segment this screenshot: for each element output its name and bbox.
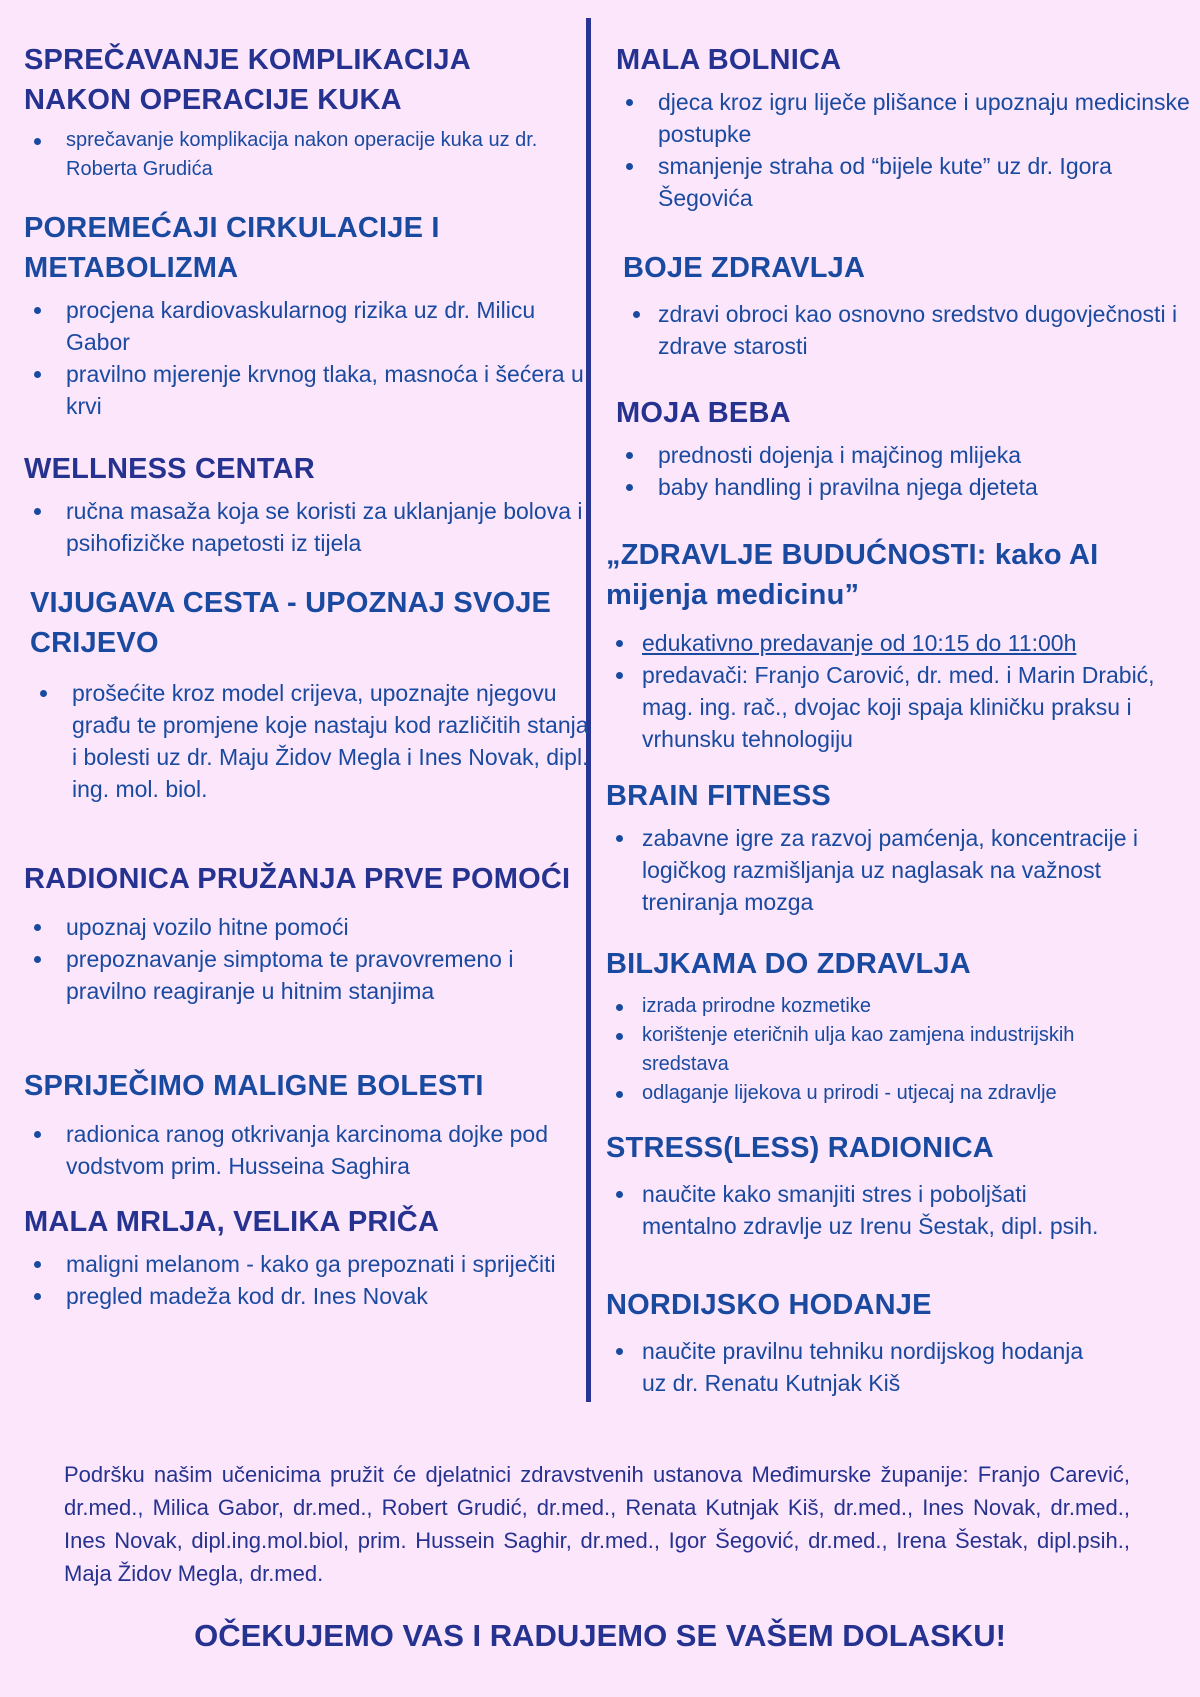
section-title: SPRIJEČIMO MALIGNE BOLESTI (24, 1070, 484, 1102)
list-item: zabavne igre za razvoj pamćenja, koncentracije i logičkog razmišljanja uz naglasak na važnost treniranja mozga (606, 822, 1186, 918)
list-item: smanjenje straha od “bijele kute” uz dr. Igora Šegovića (616, 150, 1196, 214)
list-item: odlaganje lijekova u prirodi - utjecaj na zdravlje (606, 1079, 1186, 1108)
section-title: NORDIJSKO HODANJE (606, 1289, 932, 1321)
section-title: BILJKAMA DO ZDRAVLJA (606, 948, 971, 980)
support-paragraph: Podršku našim učenicima pružit će djelatnici zdravstvenih ustanova Međimurske županije: Franjo Carević, dr.med., Milica Gabor, dr.med., Robert Grudić, dr.med., Renata Kutnjak Kiš, dr.med., Ines Novak, dr.med., Ines Novak, dipl.ing.mol.biol, prim. Hussein Saghir, dr.med., Igor Šegović, dr.med., Irena Šestak, dipl.psih., Maja Židov Megla, dr.med. (64, 1462, 1130, 1586)
list-item: edukativno predavanje od 10:15 do 11:00h (606, 627, 1186, 659)
list-item: upoznaj vozilo hitne pomoći (24, 911, 584, 943)
section-list (24, 126, 584, 184)
list-item: predavači: Franjo Carović, dr. med. i Marin Drabić, mag. ing. rač., dvojac koji spaja kliničku praksu i vrhunsku tehnologiju (606, 659, 1186, 755)
section-title: STRESS(LESS) RADIONICA (606, 1132, 994, 1164)
section-list (606, 992, 1186, 1108)
section-title: BRAIN FITNESS (606, 780, 831, 812)
section-melanoma (24, 1202, 584, 1312)
list-item: naučite pravilnu tehniku nordijskog hodanja uz dr. Renatu Kutnjak Kiš (606, 1335, 1102, 1399)
section-title: SPREČAVANJE KOMPLIKACIJA NAKON OPERACIJE KUKA (24, 44, 470, 116)
section-colors-of-health (623, 248, 1200, 362)
section-title: WELLNESS CENTAR (24, 453, 315, 485)
section-malignant (24, 1066, 584, 1182)
list-item: korištenje eteričnih ulja kao zamjena industrijskih sredstava (606, 1021, 1082, 1079)
list-item: ručna masaža koja se koristi za uklanjanje bolova i psihofizičke napetosti iz tijela (24, 495, 584, 559)
list-item: djeca kroz igru liječe plišance i upoznaju medicinske postupke (616, 86, 1196, 150)
section-title: MALA MRLJA, VELIKA PRIČA (24, 1206, 440, 1238)
section-hip-surgery (24, 40, 584, 184)
section-list (24, 495, 584, 559)
list-item: sprečavanje komplikacija nakon operacije kuka uz dr. Roberta Grudića (24, 126, 584, 184)
list-item: prošećite kroz model crijeva, upoznajte njegovu građu te promjene koje nastaju kod različitih stanja i bolesti uz dr. Maju Židov Megla i Ines Novak, dipl. ing. mol. biol. (30, 677, 590, 805)
section-list (24, 1248, 584, 1312)
section-intestine (30, 583, 590, 805)
section-herbs (606, 944, 1186, 1108)
section-first-aid (24, 859, 584, 1007)
section-nordic-walking (606, 1285, 1186, 1399)
list-item: zdravi obroci kao osnovno sredstvo dugovječnosti i zdrave starosti (623, 298, 1200, 362)
list-item: prednosti dojenja i majčinog mlijeka (616, 439, 1196, 471)
section-list (616, 439, 1196, 503)
section-wellness (24, 449, 584, 559)
section-list (606, 627, 1186, 755)
section-title: VIJUGAVA CESTA - UPOZNAJ SVOJE CRIJEVO (30, 587, 552, 659)
section-title: „ZDRAVLJE BUDUĆNOSTI: kako AI mijenja medicinu” (606, 539, 1099, 611)
section-list (606, 822, 1186, 918)
section-list (24, 911, 584, 1007)
section-list (24, 1118, 584, 1182)
section-list (30, 677, 590, 805)
list-item: baby handling i pravilna njega djeteta (616, 471, 1196, 503)
section-my-baby (616, 393, 1196, 503)
list-item: procjena kardiovaskularnog rizika uz dr. Milicu Gabor (24, 294, 584, 358)
section-stressless (606, 1128, 1186, 1242)
section-circulation (24, 208, 584, 422)
list-item: naučite kako smanjiti stres i poboljšati mentalno zdravlje uz Irenu Šestak, dipl. psih. (606, 1178, 1112, 1242)
section-list (606, 1178, 1186, 1242)
list-item: izrada prirodne kozmetike (606, 992, 1186, 1021)
section-title: RADIONICA PRUŽANJA PRVE POMOĆI (24, 863, 571, 895)
closing-heading: OČEKUJEMO VAS I RADUJEMO SE VAŠEM DOLASKU! (194, 1618, 1006, 1653)
section-title: MALA BOLNICA (616, 44, 842, 76)
section-ai-medicine (606, 535, 1186, 755)
section-little-hospital (616, 40, 1196, 214)
list-item: radionica ranog otkrivanja karcinoma dojke pod vodstvom prim. Husseina Saghira (24, 1118, 584, 1182)
section-list (616, 86, 1196, 214)
list-item: pravilno mjerenje krvnog tlaka, masnoća i šećera u krvi (24, 358, 584, 422)
section-title: POREMEĆAJI CIRKULACIJE I METABOLIZMA (24, 212, 440, 284)
section-brain-fitness (606, 776, 1186, 918)
list-item: pregled madeža kod dr. Ines Novak (24, 1280, 584, 1312)
list-item: prepoznavanje simptoma te pravovremeno i pravilno reagiranje u hitnim stanjima (24, 943, 584, 1007)
section-title: BOJE ZDRAVLJA (623, 252, 866, 284)
section-title: MOJA BEBA (616, 397, 791, 429)
list-item: maligni melanom - kako ga prepoznati i spriječiti (24, 1248, 584, 1280)
section-list (24, 294, 584, 422)
section-list (623, 298, 1200, 362)
section-list (606, 1335, 1186, 1399)
